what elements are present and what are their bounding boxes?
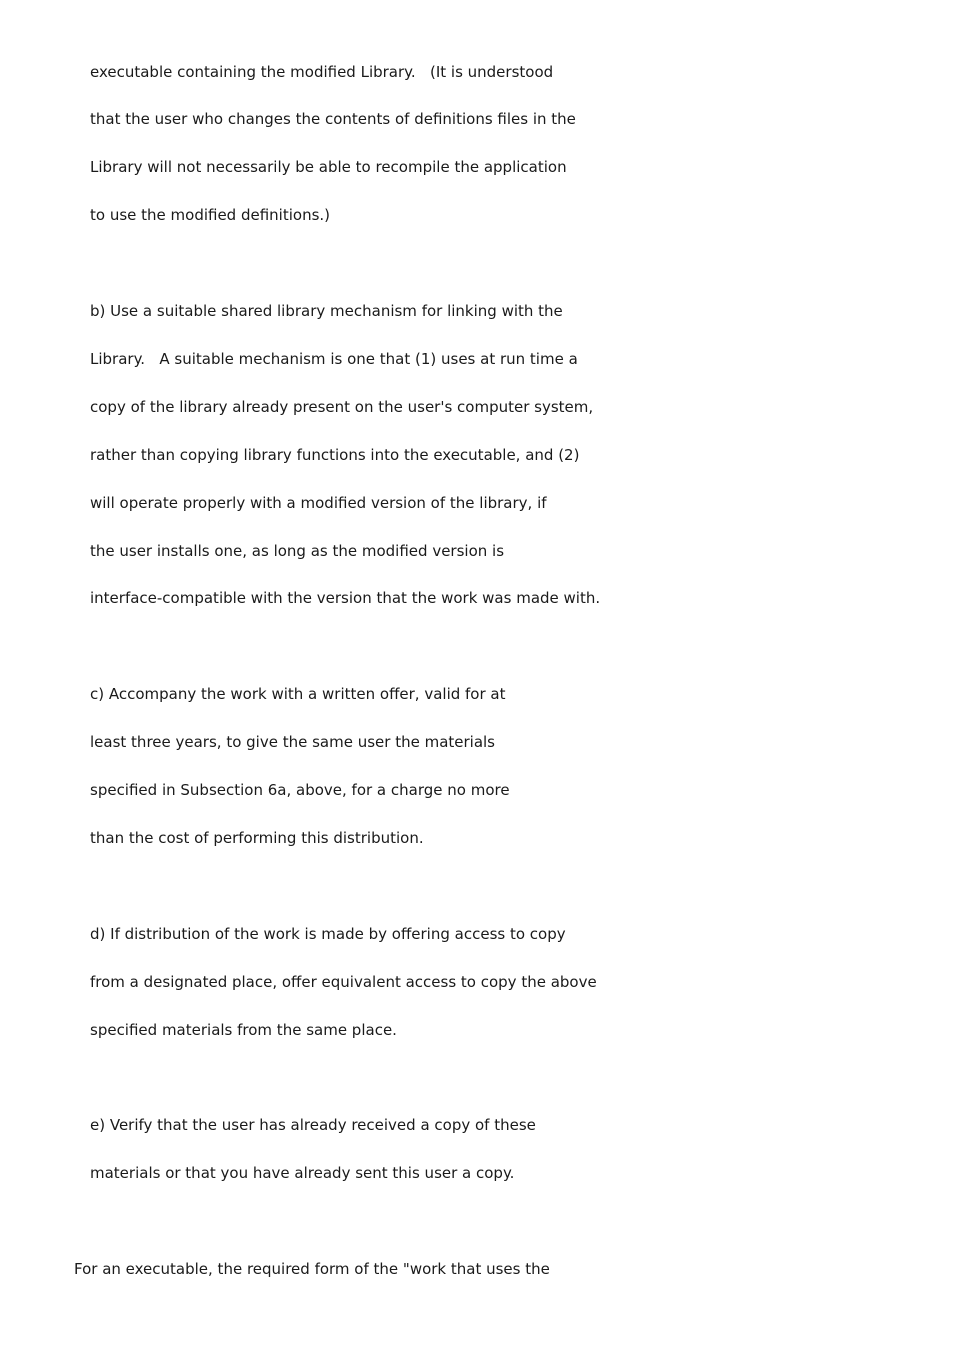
paragraph-c-line: least three years, to give the same user the materials	[90, 733, 495, 751]
paragraph-b-line: rather than copying library functions into the executable, and (2)	[90, 446, 580, 464]
paragraph-d-line: specified materials from the same place.	[90, 1021, 397, 1039]
paragraph-b-line: interface-compatible with the version that the work was made with.	[90, 589, 601, 607]
text-line: executable containing the modified Library. (It is understood	[90, 63, 554, 81]
body-text-line: For an executable, the required form of the "work that uses the	[74, 1260, 550, 1278]
paragraph-d-line: from a designated place, offer equivalent access to copy the above	[90, 973, 597, 991]
paragraph-d-line: d) If distribution of the work is made by offering access to copy	[90, 925, 566, 943]
paragraph-b-line: will operate properly with a modified version of the library, if	[90, 494, 547, 512]
paragraph-c-line: specified in Subsection 6a, above, for a charge no more	[90, 781, 510, 799]
paragraph-b-line: the user installs one, as long as the modified version is	[90, 542, 505, 560]
paragraph-e-line: e) Verify that the user has already received a copy of these	[90, 1116, 536, 1134]
text-line: to use the modified definitions.)	[90, 206, 331, 224]
paragraph-c-line: than the cost of performing this distribution.	[90, 829, 424, 847]
paragraph-b-line: copy of the library already present on the user's computer system,	[90, 398, 594, 416]
text-line: Library will not necessarily be able to recompile the application	[90, 158, 567, 176]
paragraph-b-line: Library. A suitable mechanism is one that (1) uses at run time a	[90, 350, 578, 368]
text-line: that the user who changes the contents of definitions files in the	[90, 110, 576, 128]
paragraph-c-line: c) Accompany the work with a written offer, valid for at	[90, 685, 506, 703]
paragraph-b-line: b) Use a suitable shared library mechanism for linking with the	[90, 302, 563, 320]
paragraph-e-line: materials or that you have already sent this user a copy.	[90, 1164, 515, 1182]
